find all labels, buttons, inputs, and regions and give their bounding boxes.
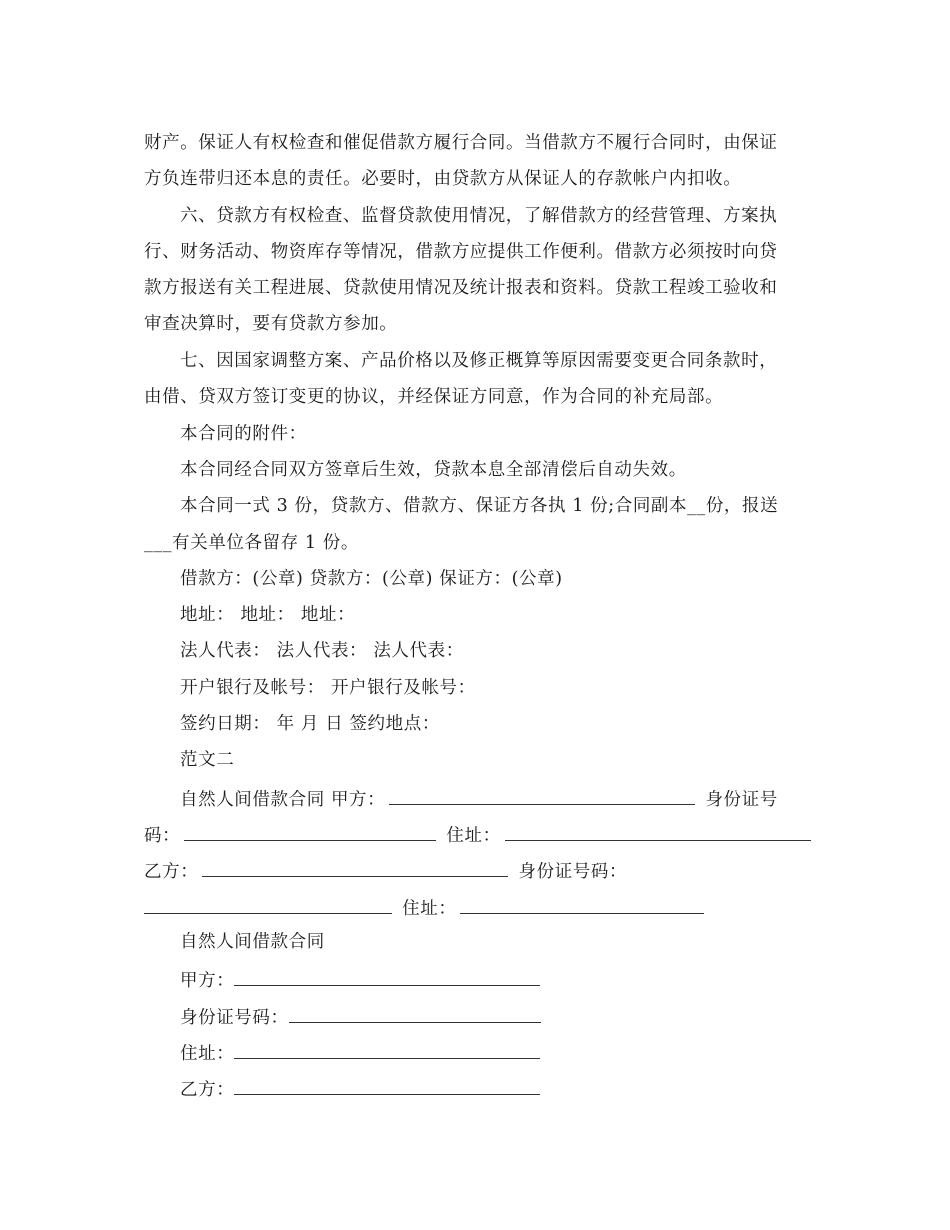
contract-two-line2 <box>144 822 815 847</box>
signature-bank-accounts: 开户银行及帐号： 开户银行及帐号： <box>180 678 476 698</box>
contract-two-line4 <box>144 895 708 920</box>
para-guarantee-line1: 财产。保证人有权检查和催促借款方履行合同。当借款方不履行合同时，由保证 <box>144 133 778 153</box>
effectiveness-clause: 本合同经合同双方签章后生效，贷款本息全部清偿后自动失效。 <box>180 460 687 480</box>
form-id-label: 身份证号码： <box>180 1008 289 1028</box>
party-b-address-label: 住址： <box>402 899 457 919</box>
form-row-address <box>180 1040 544 1065</box>
party-b-id-blank <box>144 895 392 914</box>
contract-two-line1 <box>180 786 778 811</box>
party-b-address-blank <box>460 895 704 914</box>
form-party-b-label: 乙方： <box>180 1080 235 1100</box>
party-a-id-blank <box>184 822 436 841</box>
clause-seven-line2: 由借、贷双方签订变更的协议，并经保证方同意，作为合同的补充局部。 <box>144 387 724 407</box>
form-party-a-field[interactable] <box>234 967 540 986</box>
copies-clause-line1: 本合同一式 3 份，贷款方、借款方、保证方各执 1 份;合同副本__份，报送 <box>180 496 779 516</box>
signature-seals: 借款方：(公章) 贷款方：(公章) 保证方：(公章) <box>180 569 563 589</box>
form-address-label: 住址： <box>180 1044 235 1064</box>
form-row-id <box>180 1004 545 1029</box>
form-row-party-a <box>180 967 544 992</box>
party-a-label: 自然人间借款合同 甲方： <box>180 790 386 810</box>
signature-addresses: 地址： 地址： 地址： <box>180 605 356 625</box>
id-number-label-cont: 码： <box>144 826 181 846</box>
signature-legal-reps: 法人代表： 法人代表： 法人代表： <box>180 641 464 661</box>
party-b-name-blank <box>202 858 508 877</box>
form-address-field[interactable] <box>234 1040 540 1059</box>
sample-two-heading: 范文二 <box>180 750 235 770</box>
id-number-label: 身份证号 <box>705 790 778 810</box>
para-guarantee-line2: 方负连带归还本息的责任。必要时，由贷款方从保证人的存款帐户内扣收。 <box>144 169 742 189</box>
party-a-name-blank <box>389 786 695 805</box>
form-id-field[interactable] <box>289 1004 541 1023</box>
contract-two-line3 <box>144 858 627 883</box>
attachment-heading: 本合同的附件： <box>180 424 307 444</box>
clause-six-line1: 六、贷款方有权检查、监督贷款使用情况，了解借款方的经营管理、方案执 <box>180 206 778 226</box>
form-party-b-field[interactable] <box>234 1076 540 1095</box>
party-a-address-blank <box>505 822 811 841</box>
party-b-id-label: 身份证号码： <box>518 862 628 882</box>
clause-seven-line1: 七、因国家调整方案、产品价格以及修正概算等原因需要变更合同条款时， <box>180 351 778 371</box>
clause-six-line3: 款方报送有关工程进展、贷款使用情况及统计报表和资料。贷款工程竣工验收和 <box>144 278 778 298</box>
clause-six-line2: 行、财务活动、物资库存等情况，借款方应提供工作便利。借款方必须按时向贷 <box>144 242 778 262</box>
form-row-party-b <box>180 1076 544 1101</box>
copies-clause-line2: ___有关单位各留存 1 份。 <box>144 533 360 553</box>
contract-title: 自然人间借款合同 <box>180 932 325 952</box>
clause-six-line4: 审查决算时，要有贷款方参加。 <box>144 314 398 334</box>
form-party-a-label: 甲方： <box>180 971 235 991</box>
address-label: 住址： <box>446 826 501 846</box>
party-b-label: 乙方： <box>144 862 199 882</box>
signature-date-place: 签约日期： 年 月 日 签约地点： <box>180 714 440 734</box>
